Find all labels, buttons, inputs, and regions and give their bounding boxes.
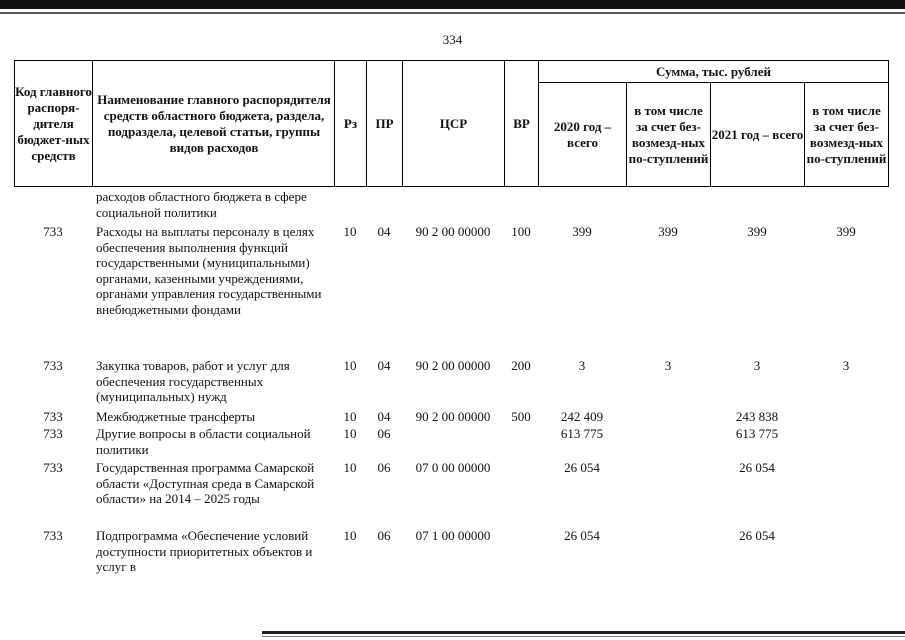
header-2021-total: 2021 год – всего: [711, 126, 804, 142]
header-code: Код главного распоря-дителя бюджет-ных средств: [15, 83, 92, 163]
header-2020-total: 2020 год – всего: [553, 118, 612, 150]
header-2021-free: в том числе за счет без-возмезд-ных по-ступлений: [806, 102, 887, 166]
bottom-border-bar: [262, 631, 905, 634]
row-name: Другие вопросы в области социальной политики: [96, 426, 311, 457]
header-name: Наименование главного распорядителя средств областного бюджета, раздела, подраздела, целевой статьи, группы видов расходов: [97, 91, 331, 155]
row-2021-total: 3: [753, 358, 761, 373]
header-2020-free: в том числе за счет без-возмезд-ных по-ступлений: [628, 102, 709, 166]
row-rz: 10: [343, 409, 357, 424]
row-name: Закупка товаров, работ и услуг для обеспечения государственных (муниципальных) нужд: [96, 358, 290, 404]
row-2020-total: 26 054: [564, 528, 600, 543]
row-code: 733: [43, 224, 63, 239]
row-2020-total: 3: [578, 358, 586, 373]
row-2021-free: 3: [842, 358, 850, 373]
header-vr: ВР: [513, 115, 530, 131]
row-pr: 06: [377, 460, 391, 475]
top-border-line: [0, 12, 905, 14]
row-rz: 10: [343, 528, 357, 543]
row-2021-total: 399: [747, 224, 767, 239]
row-code: 733: [43, 528, 63, 543]
row-name: расходов областного бюджета в сфере социальной политики: [96, 189, 307, 220]
row-2020-total: 242 409: [560, 409, 604, 424]
bottom-border-line: [262, 636, 905, 637]
page-number: 334: [442, 32, 463, 47]
row-2021-free: 399: [836, 224, 856, 239]
row-2020-total: 26 054: [564, 460, 600, 475]
row-rz: 10: [343, 358, 357, 373]
row-csr: 07 1 00 00000: [415, 528, 491, 543]
row-csr: 90 2 00 00000: [415, 409, 491, 424]
row-vr: 500: [511, 409, 531, 424]
row-vr: 200: [511, 358, 531, 373]
row-2021-total: 26 054: [739, 528, 775, 543]
row-name: Государственная программа Самарской области «Доступная среда в Самарской области» на 2014 – 2025 годы: [96, 460, 315, 506]
row-rz: 10: [343, 460, 357, 475]
top-border-bar: [0, 0, 905, 9]
header-sum: Сумма, тыс. рублей: [656, 63, 771, 79]
row-rz: 10: [343, 426, 357, 441]
row-2020-free: 3: [664, 358, 672, 373]
row-csr: 07 0 00 00000: [415, 460, 491, 475]
row-vr: 100: [511, 224, 531, 239]
header-csr: ЦСР: [439, 115, 468, 131]
row-2021-total: 613 775: [735, 426, 779, 441]
row-rz: 10: [343, 224, 357, 239]
row-code: 733: [43, 426, 63, 441]
row-2020-total: 399: [572, 224, 592, 239]
row-name: Межбюджетные трансферты: [96, 409, 256, 424]
row-code: 733: [43, 409, 63, 424]
row-pr: 04: [377, 409, 391, 424]
row-code: 733: [43, 358, 63, 373]
row-2020-total: 613 775: [560, 426, 604, 441]
row-code: 733: [43, 460, 63, 475]
header-vline-1: [92, 60, 93, 187]
row-2020-free: 399: [658, 224, 678, 239]
row-pr: 06: [377, 528, 391, 543]
header-bottom-rule: [14, 186, 889, 187]
row-pr: 04: [377, 358, 391, 373]
row-csr: 90 2 00 00000: [415, 224, 491, 239]
row-2021-total: 243 838: [735, 409, 779, 424]
header-pr: ПР: [375, 115, 394, 131]
header-rz: Рз: [343, 115, 358, 131]
row-pr: 04: [377, 224, 391, 239]
row-2021-total: 26 054: [739, 460, 775, 475]
header-vline-10: [888, 60, 889, 187]
row-csr: 90 2 00 00000: [415, 358, 491, 373]
row-name: Расходы на выплаты персоналу в целях обеспечения выполнения функций государственными (муниципальными) органами, казенными учреждениями, органами управления государственными внебюджетными фондами: [96, 224, 322, 317]
row-name: Подпрограмма «Обеспечение условий доступности приоритетных объектов и услуг в: [96, 528, 313, 574]
row-pr: 06: [377, 426, 391, 441]
